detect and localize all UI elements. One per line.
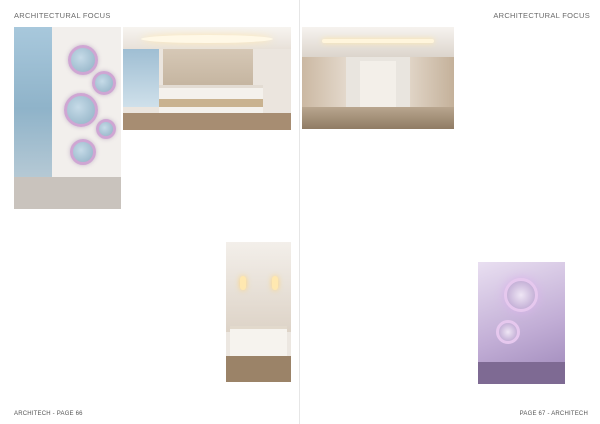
- section-title: ARCHITECTURAL FOCUS: [14, 11, 111, 20]
- section-title: ARCHITECTURAL FOCUS: [493, 11, 590, 20]
- page-folio: PAGE 67 - ARCHITECH: [519, 411, 588, 417]
- photo-purple-room: [478, 262, 565, 384]
- page-folio: ARCHITECH - PAGE 66: [14, 411, 83, 417]
- photo-round-mirrors: [14, 27, 121, 209]
- photo-bedroom: [123, 27, 291, 130]
- photo-bedroom-pendants: [226, 242, 291, 382]
- photo-corridor: [302, 27, 454, 129]
- right-page: [300, 0, 600, 424]
